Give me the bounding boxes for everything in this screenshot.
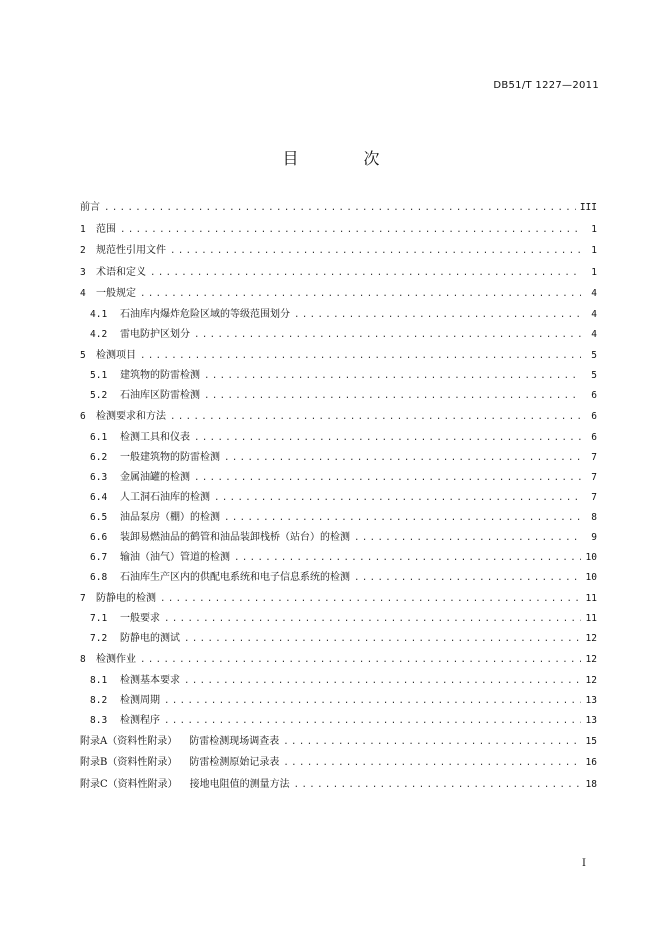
toc-entry-label: 检测程序: [120, 714, 160, 726]
toc-entry[interactable]: [80, 649, 597, 671]
toc-entry[interactable]: [80, 774, 597, 796]
toc-dot-leader: [140, 650, 581, 672]
toc-entry[interactable]: [80, 448, 597, 468]
toc-dot-leader: [354, 568, 581, 588]
toc-dot-leader: [104, 198, 576, 220]
toc-entry-number: 5: [80, 349, 86, 361]
page-title: 目 次: [282, 149, 410, 168]
toc-entry[interactable]: [80, 629, 597, 649]
toc-entry-page: 5: [591, 349, 597, 361]
toc-entry-label: 石油库生产区内的供配电系统和电子信息系统的检测: [120, 571, 350, 583]
toc-entry-label: 检测工具和仪表: [120, 431, 190, 443]
toc-dot-leader: [150, 263, 581, 285]
toc-entry-page: 10: [585, 571, 597, 583]
toc-dot-leader: [194, 428, 581, 448]
toc-dot-leader: [170, 241, 581, 263]
toc-entry-number: 6: [80, 411, 86, 422]
toc-entry-number: 5.1: [90, 370, 108, 381]
toc-entry-number: 8.3: [90, 714, 108, 726]
toc-dot-leader: [294, 775, 581, 797]
toc-entry[interactable]: [80, 262, 597, 284]
toc-entry[interactable]: [80, 305, 597, 325]
toc-dot-leader: [184, 629, 581, 649]
toc-entry-page: 9: [591, 531, 597, 543]
toc-dot-leader: [164, 691, 581, 711]
toc-entry-number: 7.1: [90, 613, 108, 624]
toc-entry-label: 范围: [96, 223, 116, 235]
toc-entry-label: 一般建筑物的防雷检测: [120, 451, 220, 463]
toc-entry-label: 规范性引用文件: [96, 245, 166, 256]
toc-entry-number: 6.3: [90, 471, 108, 483]
toc-entry-appendix-prefix: 附录B（资料性附录）: [80, 757, 178, 768]
toc-entry-number: 6.7: [90, 551, 108, 563]
toc-entry[interactable]: [80, 731, 597, 753]
toc-entry[interactable]: [80, 528, 597, 548]
toc-entry-page: 4: [591, 288, 597, 299]
toc-entry-label: 防雷检测现场调查表: [189, 735, 280, 747]
toc-dot-leader: [140, 284, 581, 306]
toc-dot-leader: [204, 386, 581, 406]
toc-entry-page: 11: [585, 592, 597, 604]
toc-entry-number: 6.6: [90, 531, 108, 543]
toc-entry-page: 8: [591, 511, 597, 523]
toc-entry-appendix-prefix: 附录A（资料性附录）: [80, 735, 178, 747]
toc-entry-number: 4.1: [90, 308, 108, 320]
toc-entry-page: 12: [585, 654, 597, 665]
toc-entry-label: 防静电的检测: [96, 592, 156, 604]
toc-entry[interactable]: [80, 609, 597, 629]
toc-entry[interactable]: [80, 691, 597, 711]
toc-dot-leader: [224, 448, 581, 468]
toc-dot-leader: [224, 508, 581, 528]
toc-entry-page: 12: [585, 633, 597, 644]
toc-entry-number: 6.2: [90, 451, 108, 463]
toc-entry-number: 5.2: [90, 390, 108, 401]
toc-entry-label: 检测项目: [96, 349, 136, 361]
toc-entry[interactable]: [80, 366, 597, 386]
toc-dot-leader: [164, 609, 581, 629]
toc-dot-leader: [194, 468, 581, 488]
toc-entry-number: 8.2: [90, 694, 108, 706]
toc-entry-appendix-prefix: 附录C（资料性附录）: [80, 778, 178, 790]
toc-entry-page: 4: [591, 328, 597, 340]
toc-entry-number: 1: [80, 223, 86, 235]
toc-entry-label: 检测基本要求: [120, 674, 180, 686]
toc-entry-number: 7: [80, 592, 86, 604]
toc-entry-page: III: [579, 202, 597, 213]
toc-entry-page: 13: [585, 694, 597, 706]
toc-entry-page: 1: [591, 245, 597, 256]
toc-entry-label: 建筑物的防雷检测: [120, 370, 200, 381]
toc-entry-number: 6.1: [90, 431, 108, 443]
toc-entry-label: 前言: [80, 202, 100, 213]
toc-entry-label: 输油（油气）管道的检测: [120, 551, 230, 563]
toc-dot-leader: [140, 346, 581, 368]
toc-entry-label: 一般要求: [120, 613, 160, 624]
toc-dot-leader: [283, 753, 581, 775]
toc-entry-page: 1: [591, 223, 597, 235]
toc-entry[interactable]: [80, 406, 597, 428]
toc-entry[interactable]: [80, 386, 597, 406]
toc-entry-label: 金属油罐的检测: [120, 471, 190, 483]
toc-entry-number: 6.8: [90, 571, 108, 583]
toc-entry-page: 4: [591, 308, 597, 320]
toc-entry-number: 4: [80, 288, 86, 299]
toc-entry-number: 2: [80, 245, 86, 256]
toc-entry-label: 检测作业: [96, 654, 136, 665]
toc-entry-label: 人工洞石油库的检测: [120, 491, 210, 503]
toc-entry[interactable]: [80, 219, 597, 241]
toc-entry-label: 石油库区防雷检测: [120, 390, 200, 401]
toc-entry-label: 术语和定义: [96, 266, 146, 278]
toc-entry-number: 3: [80, 266, 86, 278]
toc-entry-label: 检测要求和方法: [96, 411, 166, 422]
table-of-contents: [80, 197, 597, 795]
toc-entry-label: 防静电的测试: [120, 633, 180, 644]
toc-entry-label: 防雷检测原始记录表: [189, 757, 280, 768]
toc-entry-page: 5: [591, 370, 597, 381]
toc-entry-label: 石油库内爆炸危险区域的等级范围划分: [120, 308, 290, 320]
toc-entry-number: 8.1: [90, 674, 108, 686]
toc-entry[interactable]: [80, 711, 597, 731]
toc-entry-page: 15: [585, 735, 597, 747]
toc-entry-page: 7: [591, 491, 597, 503]
toc-entry[interactable]: [80, 468, 597, 488]
toc-entry-page: 18: [585, 778, 597, 790]
toc-entry-number: 7.2: [90, 633, 108, 644]
toc-entry[interactable]: [80, 325, 597, 345]
toc-entry-label: 装卸易燃油品的鹤管和油品装卸栈桥（站台）的检测: [120, 531, 350, 543]
toc-entry[interactable]: [80, 488, 597, 508]
toc-dot-leader: [160, 589, 581, 611]
toc-entry-label: 接地电阻值的测量方法: [189, 778, 290, 790]
toc-entry[interactable]: [80, 568, 597, 588]
toc-dot-leader: [204, 366, 581, 386]
document-code: DB51/T 1227—2011: [493, 80, 599, 91]
toc-entry[interactable]: [80, 240, 597, 262]
toc-entry[interactable]: [80, 671, 597, 691]
toc-entry-page: 6: [591, 431, 597, 443]
toc-entry-label: 一般规定: [96, 288, 136, 299]
toc-entry-page: 11: [585, 613, 597, 624]
toc-entry-page: 10: [585, 551, 597, 563]
toc-entry-label: 雷电防护区划分: [120, 328, 190, 340]
toc-entry-page: 6: [591, 411, 597, 422]
toc-entry-page: 16: [585, 757, 597, 768]
toc-dot-leader: [283, 732, 581, 754]
toc-dot-leader: [294, 305, 581, 325]
toc-entry-number: 4.2: [90, 328, 108, 340]
toc-dot-leader: [184, 671, 581, 691]
toc-dot-leader: [234, 548, 581, 568]
toc-entry[interactable]: [80, 345, 597, 367]
toc-entry-number: 6.5: [90, 511, 108, 523]
toc-entry-page: 1: [591, 266, 597, 278]
toc-entry[interactable]: [80, 548, 597, 568]
toc-dot-leader: [170, 407, 581, 429]
toc-entry-page: 13: [585, 714, 597, 726]
toc-entry[interactable]: [80, 197, 597, 219]
toc-entry[interactable]: [80, 588, 597, 610]
toc-entry-page: 7: [591, 451, 597, 463]
toc-dot-leader: [120, 220, 581, 242]
toc-entry-label: 油品泵房（棚）的检测: [120, 511, 220, 523]
toc-dot-leader: [194, 325, 581, 345]
toc-dot-leader: [354, 528, 581, 548]
toc-entry[interactable]: [80, 428, 597, 448]
toc-entry-page: 6: [591, 390, 597, 401]
toc-entry[interactable]: [80, 283, 597, 305]
toc-entry-label: 检测周期: [120, 694, 160, 706]
toc-entry[interactable]: [80, 752, 597, 774]
page-number: I: [582, 858, 586, 869]
toc-entry-page: 12: [585, 674, 597, 686]
toc-entry-page: 7: [591, 471, 597, 483]
toc-dot-leader: [214, 488, 581, 508]
toc-entry[interactable]: [80, 508, 597, 528]
toc-entry-number: 6.4: [90, 491, 108, 503]
toc-dot-leader: [164, 711, 581, 731]
toc-entry-number: 8: [80, 654, 86, 665]
